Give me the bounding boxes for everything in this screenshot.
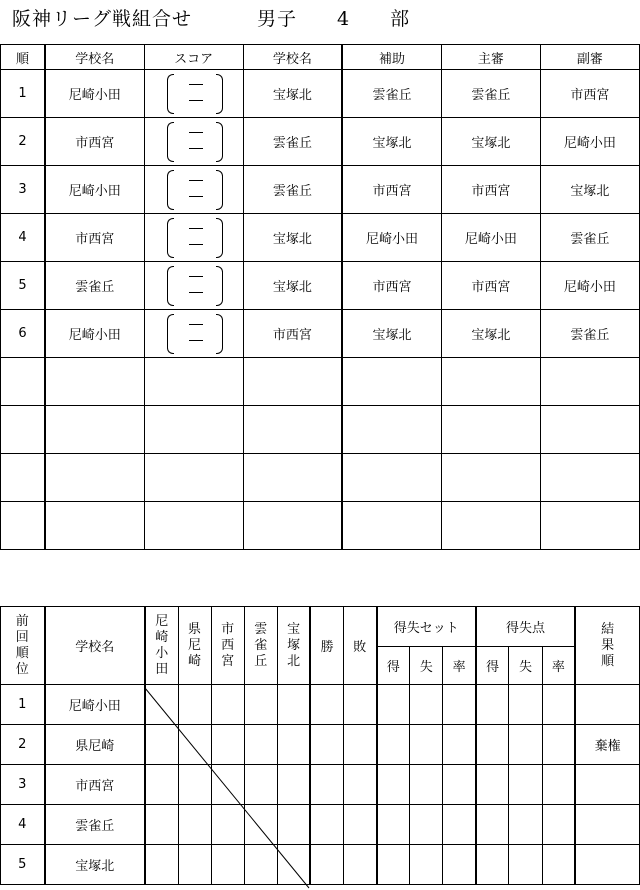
header-school-b: 学校名 [243, 45, 342, 70]
school-b-cell: 宝塚北 [243, 214, 342, 262]
points-ratio-cell [542, 685, 575, 725]
score-brackets [145, 118, 243, 165]
sets-lost-cell [410, 805, 443, 845]
league-title: 阪神リーグ戦組合せ [12, 8, 193, 30]
header-opponent-1 [145, 607, 178, 685]
losses-cell [343, 725, 376, 765]
result-rank-cell: 棄権 [575, 725, 639, 765]
score-cell[interactable] [144, 262, 243, 310]
school-a-cell: 尼崎小田 [45, 166, 144, 214]
score-dash [189, 228, 203, 229]
points-lost-cell [509, 805, 542, 845]
wins-cell [310, 725, 343, 765]
standings-school-cell: 宝塚北 [45, 845, 145, 885]
school-a-cell: 市西宮 [45, 214, 144, 262]
school-a-cell: 市西宮 [45, 118, 144, 166]
assist-cell: 尼崎小田 [342, 214, 441, 262]
header-opponent-5 [277, 607, 310, 685]
assist-cell: 市西宮 [342, 166, 441, 214]
vs-cell [145, 685, 178, 725]
points-won-cell [476, 765, 509, 805]
standings-row [1, 765, 640, 805]
score-dash [189, 84, 203, 85]
assist-cell [342, 406, 441, 454]
order-cell [1, 406, 45, 454]
header-score: スコア [144, 45, 243, 70]
assist-cell: 雲雀丘 [342, 70, 441, 118]
subheader-sets-ratio: 率 [443, 647, 476, 685]
score-brackets [145, 214, 243, 261]
schedule-row [1, 310, 640, 358]
prev-rank-label: 前回順位 [15, 613, 29, 677]
standings-school-cell: 県尼崎 [45, 725, 145, 765]
wins-cell [310, 845, 343, 885]
vs-cell [211, 685, 244, 725]
chief-referee-cell [441, 358, 540, 406]
chief-referee-cell [441, 454, 540, 502]
standings-header-row [1, 607, 640, 647]
header-assist: 補助 [342, 45, 441, 70]
vs-cell [211, 765, 244, 805]
sets-won-cell [377, 685, 410, 725]
result-rank-label: 結果順 [601, 621, 615, 669]
vs-cell [211, 725, 244, 765]
school-a-cell: 尼崎小田 [45, 310, 144, 358]
deputy-referee-cell: 雲雀丘 [540, 310, 639, 358]
vs-cell [244, 845, 277, 885]
score-dash [189, 196, 203, 197]
school-a-cell [45, 454, 144, 502]
score-dash [189, 180, 203, 181]
vs-cell [178, 765, 211, 805]
wins-cell [310, 685, 343, 725]
score-cell [144, 454, 243, 502]
header-prev-rank [1, 607, 45, 685]
chief-referee-cell: 市西宮 [441, 262, 540, 310]
vs-cell [244, 765, 277, 805]
header-chief-referee: 主審 [441, 45, 540, 70]
right-bracket [216, 170, 223, 210]
score-brackets [145, 262, 243, 309]
assist-cell: 宝塚北 [342, 310, 441, 358]
header-opponent-2 [178, 607, 211, 685]
opponent-label: 市西宮 [221, 621, 235, 669]
score-cell [144, 502, 243, 550]
score-cell[interactable] [144, 310, 243, 358]
sets-won-cell [377, 725, 410, 765]
header-deputy-referee: 副審 [540, 45, 639, 70]
chief-referee-cell [441, 502, 540, 550]
right-bracket [216, 218, 223, 258]
score-cell [144, 406, 243, 454]
order-cell [1, 358, 45, 406]
standings-row [1, 845, 640, 885]
result-rank-cell [575, 845, 639, 885]
deputy-referee-cell: 市西宮 [540, 70, 639, 118]
subheader-points-lost: 失 [509, 647, 542, 685]
sets-won-cell [377, 845, 410, 885]
points-ratio-cell [542, 765, 575, 805]
subheader-sets-lost: 失 [410, 647, 443, 685]
order-cell: 3 [1, 166, 45, 214]
chief-referee-cell: 市西宮 [441, 166, 540, 214]
sets-ratio-cell [443, 685, 476, 725]
schedule-row [1, 454, 640, 502]
vs-cell [145, 805, 178, 845]
vs-cell [145, 725, 178, 765]
school-a-cell [45, 406, 144, 454]
header-set-diff: 得失セット [377, 607, 476, 647]
vs-cell [277, 725, 310, 765]
assist-cell: 宝塚北 [342, 118, 441, 166]
header-point-diff: 得失点 [476, 607, 575, 647]
score-brackets [145, 166, 243, 213]
vs-cell [277, 805, 310, 845]
score-dash [189, 148, 203, 149]
points-ratio-cell [542, 725, 575, 765]
schedule-row [1, 166, 640, 214]
school-b-cell: 宝塚北 [243, 262, 342, 310]
match-schedule-table [0, 44, 640, 550]
prev-rank-cell: 4 [1, 805, 45, 845]
school-b-cell: 雲雀丘 [243, 118, 342, 166]
left-bracket [167, 74, 174, 114]
standings-school-cell: 雲雀丘 [45, 805, 145, 845]
sets-ratio-cell [443, 725, 476, 765]
wins-cell [310, 805, 343, 845]
score-cell[interactable] [144, 166, 243, 214]
deputy-referee-cell [540, 406, 639, 454]
sets-lost-cell [410, 685, 443, 725]
right-bracket [216, 122, 223, 162]
score-brackets [145, 70, 243, 117]
points-won-cell [476, 845, 509, 885]
vs-cell [277, 845, 310, 885]
right-bracket [216, 74, 223, 114]
score-dash [189, 100, 203, 101]
chief-referee-cell: 雲雀丘 [441, 70, 540, 118]
division-label: 男子 4 部 [257, 8, 411, 30]
deputy-referee-cell [540, 502, 639, 550]
vs-cell [211, 805, 244, 845]
score-dash [189, 292, 203, 293]
header-school-a: 学校名 [45, 45, 144, 70]
vs-cell [145, 765, 178, 805]
subheader-sets-won: 得 [377, 647, 410, 685]
opponent-label: 尼崎小田 [155, 613, 169, 677]
header-standings-school: 学校名 [45, 607, 145, 685]
points-ratio-cell [542, 805, 575, 845]
vs-cell [277, 685, 310, 725]
school-b-cell [243, 358, 342, 406]
deputy-referee-cell: 尼崎小田 [540, 118, 639, 166]
left-bracket [167, 314, 174, 354]
prev-rank-cell: 1 [1, 685, 45, 725]
schedule-row [1, 358, 640, 406]
prev-rank-cell: 3 [1, 765, 45, 805]
losses-cell [343, 805, 376, 845]
standings-row [1, 725, 640, 765]
points-lost-cell [509, 845, 542, 885]
opponent-label: 県尼崎 [188, 621, 202, 669]
schedule-row [1, 118, 640, 166]
header-losses: 敗 [343, 607, 376, 685]
wins-cell [310, 765, 343, 805]
points-won-cell [476, 685, 509, 725]
score-dash [189, 324, 203, 325]
school-b-cell: 雲雀丘 [243, 166, 342, 214]
sets-lost-cell [410, 765, 443, 805]
vs-cell [178, 725, 211, 765]
score-cell[interactable] [144, 118, 243, 166]
assist-cell: 市西宮 [342, 262, 441, 310]
school-a-cell: 尼崎小田 [45, 70, 144, 118]
order-cell [1, 502, 45, 550]
header-result-rank [575, 607, 639, 685]
order-cell: 5 [1, 262, 45, 310]
deputy-referee-cell: 尼崎小田 [540, 262, 639, 310]
points-ratio-cell [542, 845, 575, 885]
school-b-cell [243, 454, 342, 502]
school-a-cell: 雲雀丘 [45, 262, 144, 310]
vs-cell [178, 685, 211, 725]
points-won-cell [476, 805, 509, 845]
subheader-points-ratio: 率 [542, 647, 575, 685]
vs-cell [244, 805, 277, 845]
vs-cell [211, 845, 244, 885]
opponent-label: 宝塚北 [287, 621, 301, 669]
left-bracket [167, 218, 174, 258]
prev-rank-cell: 2 [1, 725, 45, 765]
schedule-row [1, 214, 640, 262]
prev-rank-cell: 5 [1, 845, 45, 885]
sets-ratio-cell [443, 765, 476, 805]
assist-cell [342, 502, 441, 550]
school-a-cell [45, 502, 144, 550]
standings-school-cell: 市西宮 [45, 765, 145, 805]
standings-school-cell: 尼崎小田 [45, 685, 145, 725]
deputy-referee-cell: 宝塚北 [540, 166, 639, 214]
points-lost-cell [509, 765, 542, 805]
chief-referee-cell: 宝塚北 [441, 310, 540, 358]
vs-cell [244, 725, 277, 765]
deputy-referee-cell [540, 454, 639, 502]
losses-cell [343, 685, 376, 725]
order-cell: 6 [1, 310, 45, 358]
opponent-label: 雲雀丘 [254, 621, 268, 669]
score-dash [189, 340, 203, 341]
schedule-row [1, 502, 640, 550]
sets-won-cell [377, 805, 410, 845]
header-opponent-3 [211, 607, 244, 685]
left-bracket [167, 170, 174, 210]
order-cell: 1 [1, 70, 45, 118]
vs-cell [145, 845, 178, 885]
result-rank-cell [575, 805, 639, 845]
page-title [12, 4, 411, 31]
order-cell [1, 454, 45, 502]
result-rank-cell [575, 765, 639, 805]
vs-cell [244, 685, 277, 725]
subheader-points-won: 得 [476, 647, 509, 685]
school-b-cell: 宝塚北 [243, 70, 342, 118]
deputy-referee-cell [540, 358, 639, 406]
assist-cell [342, 454, 441, 502]
vs-cell [178, 805, 211, 845]
score-cell[interactable] [144, 214, 243, 262]
right-bracket [216, 266, 223, 306]
school-b-cell: 市西宮 [243, 310, 342, 358]
chief-referee-cell [441, 406, 540, 454]
schedule-row [1, 262, 640, 310]
school-b-cell [243, 406, 342, 454]
school-b-cell [243, 502, 342, 550]
header-wins: 勝 [310, 607, 343, 685]
standings-table [0, 606, 640, 885]
points-won-cell [476, 725, 509, 765]
sets-ratio-cell [443, 805, 476, 845]
losses-cell [343, 765, 376, 805]
schedule-row [1, 406, 640, 454]
points-lost-cell [509, 725, 542, 765]
vs-cell [277, 765, 310, 805]
standings-row [1, 685, 640, 725]
standings-row [1, 805, 640, 845]
score-cell[interactable] [144, 70, 243, 118]
losses-cell [343, 845, 376, 885]
left-bracket [167, 122, 174, 162]
sets-ratio-cell [443, 845, 476, 885]
sets-lost-cell [410, 845, 443, 885]
score-brackets [145, 310, 243, 357]
schedule-row [1, 70, 640, 118]
school-a-cell [45, 358, 144, 406]
schedule-header-row [1, 45, 640, 70]
score-dash [189, 244, 203, 245]
score-dash [189, 276, 203, 277]
sets-lost-cell [410, 725, 443, 765]
order-cell: 2 [1, 118, 45, 166]
order-cell: 4 [1, 214, 45, 262]
right-bracket [216, 314, 223, 354]
header-order: 順 [1, 45, 45, 70]
score-dash [189, 132, 203, 133]
chief-referee-cell: 尼崎小田 [441, 214, 540, 262]
assist-cell [342, 358, 441, 406]
result-rank-cell [575, 685, 639, 725]
left-bracket [167, 266, 174, 306]
score-cell [144, 358, 243, 406]
vs-cell [178, 845, 211, 885]
deputy-referee-cell: 雲雀丘 [540, 214, 639, 262]
header-opponent-4 [244, 607, 277, 685]
points-lost-cell [509, 685, 542, 725]
sets-won-cell [377, 765, 410, 805]
chief-referee-cell: 宝塚北 [441, 118, 540, 166]
